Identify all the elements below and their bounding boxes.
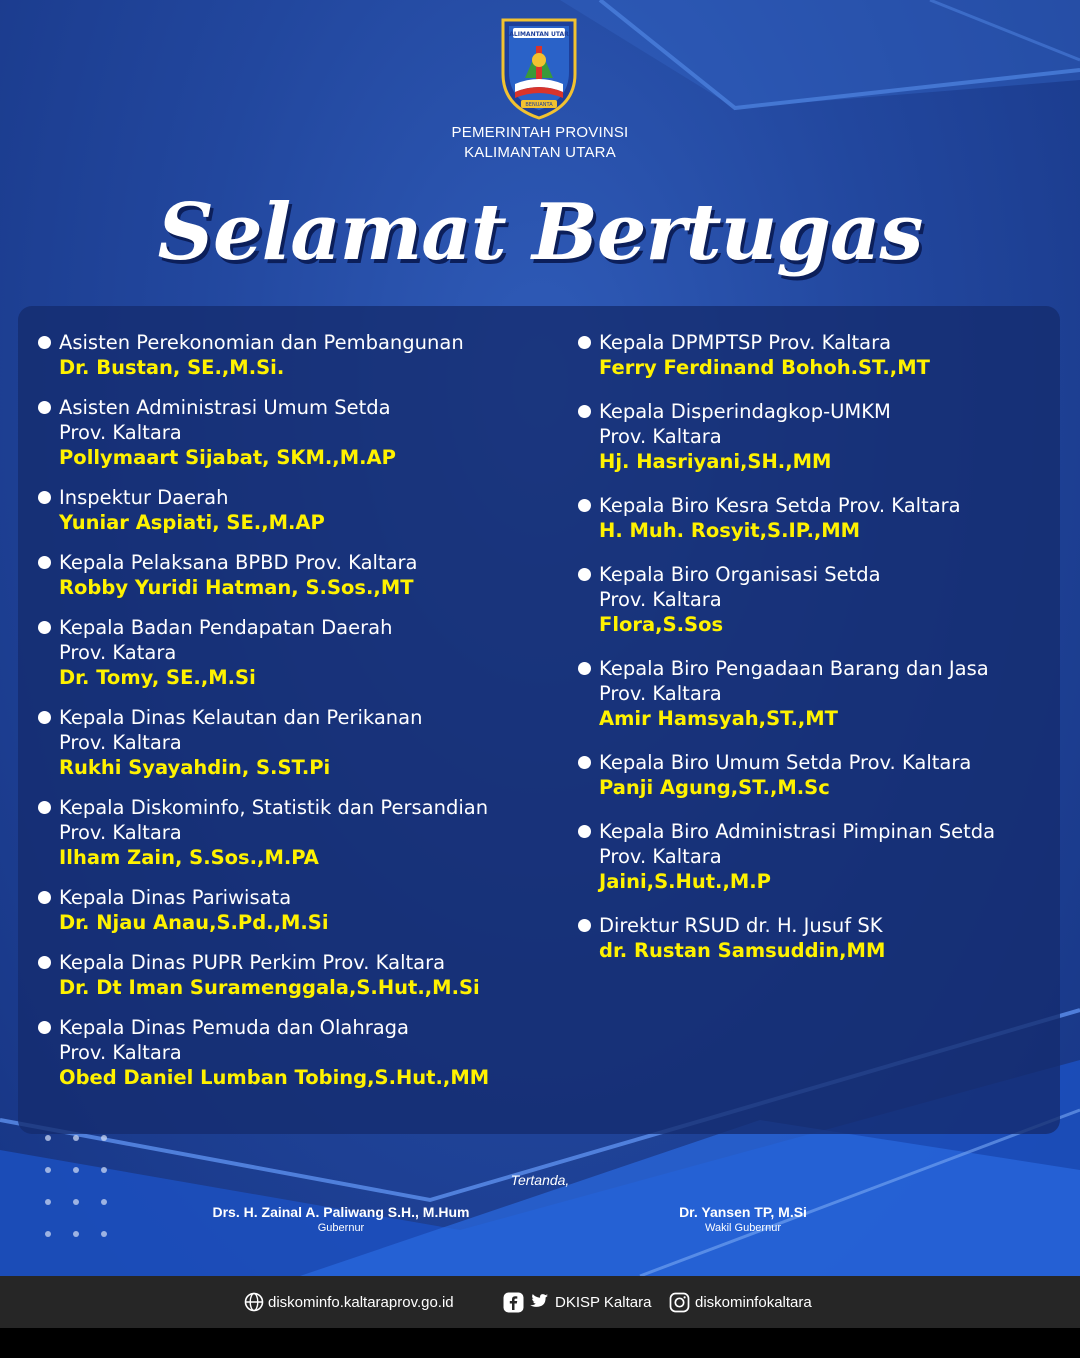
bullet-dot bbox=[38, 891, 51, 904]
appointment-entry bbox=[38, 395, 548, 471]
instagram-handle: diskominfokaltara bbox=[695, 1293, 812, 1311]
bullet-dot bbox=[38, 491, 51, 504]
position-title: Kepala Pelaksana BPBD Prov. Kaltara bbox=[59, 551, 418, 574]
bullet-dot bbox=[38, 556, 51, 569]
government-name-line2: KALIMANTAN UTARA bbox=[464, 144, 616, 161]
position-title: Prov. Kaltara bbox=[599, 425, 722, 448]
appointment-entry bbox=[38, 615, 548, 691]
facebook-icon bbox=[503, 1292, 524, 1313]
position-title: Kepala Biro Organisasi Setda bbox=[599, 563, 881, 586]
position-title: Kepala Dinas Kelautan dan Perikanan bbox=[59, 706, 423, 729]
position-title: Kepala Biro Administrasi Pimpinan Setda bbox=[599, 820, 996, 843]
position-title: Asisten Administrasi Umum Setda bbox=[59, 396, 391, 419]
position-title: Kepala DPMPTSP Prov. Kaltara bbox=[599, 331, 892, 354]
official-name: Dr. Bustan, SE.,M.Si. bbox=[59, 356, 285, 379]
governor-role: Gubernur bbox=[317, 1222, 365, 1234]
bullet-dot bbox=[38, 1021, 51, 1034]
bullet-dot bbox=[578, 405, 591, 418]
appointment-entry bbox=[38, 1015, 548, 1091]
appointment-entry bbox=[38, 550, 548, 601]
appointment-entry bbox=[578, 819, 1058, 895]
appointment-entry bbox=[38, 950, 548, 1001]
appointment-entry bbox=[38, 330, 548, 381]
footer-website[interactable] bbox=[244, 1290, 454, 1314]
official-name: Hj. Hasriyani,SH.,MM bbox=[599, 450, 832, 473]
vice-governor-role: Wakil Gubernur bbox=[704, 1222, 781, 1234]
official-name: Obed Daniel Lumban Tobing,S.Hut.,MM bbox=[59, 1066, 490, 1089]
footer-social[interactable] bbox=[503, 1290, 651, 1314]
appointment-entry bbox=[578, 330, 1058, 381]
position-title: Kepala Dinas Pemuda dan Olahraga bbox=[59, 1016, 410, 1039]
vice-governor-name: Dr. Yansen TP, M.Si bbox=[679, 1204, 807, 1220]
appointment-entry bbox=[38, 485, 548, 536]
bullet-dot bbox=[578, 336, 591, 349]
official-name: H. Muh. Rosyit,S.IP.,MM bbox=[599, 519, 861, 542]
official-name: Jaini,S.Hut.,M.P bbox=[599, 870, 771, 893]
official-name: dr. Rustan Samsuddin,MM bbox=[599, 939, 886, 962]
appointment-entry bbox=[578, 750, 1058, 801]
bullet-dot bbox=[38, 336, 51, 349]
bullet-dot bbox=[38, 956, 51, 969]
official-name: Flora,S.Sos bbox=[599, 613, 724, 636]
bullet-dot bbox=[38, 401, 51, 414]
position-title: Direktur RSUD dr. H. Jusuf SK bbox=[599, 914, 883, 937]
position-title: Prov. Kaltara bbox=[59, 821, 182, 844]
signature-label: Tertanda, bbox=[510, 1172, 570, 1188]
page-title: Selamat Bertugas bbox=[157, 187, 923, 278]
bullet-dot bbox=[38, 621, 51, 634]
twitter-icon bbox=[527, 1293, 549, 1312]
official-name: Robby Yuridi Hatman, S.Sos.,MT bbox=[59, 576, 414, 599]
bullet-dot bbox=[578, 568, 591, 581]
official-name: Dr. Dt Iman Suramenggala,S.Hut.,M.Si bbox=[59, 976, 480, 999]
bullet-dot bbox=[578, 662, 591, 675]
appointment-entry bbox=[578, 656, 1058, 732]
governor-name: Drs. H. Zainal A. Paliwang S.H., M.Hum bbox=[212, 1204, 470, 1220]
official-name: Pollymaart Sijabat, SKM.,M.AP bbox=[59, 446, 396, 469]
position-title: Kepala Dinas PUPR Perkim Prov. Kaltara bbox=[59, 951, 446, 974]
appointment-entry bbox=[38, 885, 548, 936]
official-name: Dr. Tomy, SE.,M.Si bbox=[59, 666, 256, 689]
bullet-dot bbox=[578, 499, 591, 512]
appointment-entry bbox=[578, 493, 1058, 544]
bullet-dot bbox=[38, 801, 51, 814]
bullet-dot bbox=[578, 919, 591, 932]
website-url: diskominfo.kaltaraprov.go.id bbox=[268, 1293, 454, 1311]
position-title: Prov. Kaltara bbox=[59, 421, 182, 444]
appointment-entry bbox=[578, 399, 1058, 475]
position-title: Prov. Kaltara bbox=[599, 682, 722, 705]
globe-icon bbox=[244, 1292, 264, 1312]
position-title: Prov. Kaltara bbox=[599, 588, 722, 611]
bullet-dot bbox=[578, 825, 591, 838]
instagram-icon bbox=[669, 1292, 690, 1313]
position-title: Prov. Kaltara bbox=[599, 845, 722, 868]
official-name: Rukhi Syayahdin, S.ST.Pi bbox=[59, 756, 331, 779]
position-title: Kepala Biro Pengadaan Barang dan Jasa bbox=[599, 657, 989, 680]
official-name: Yuniar Aspiati, SE.,M.AP bbox=[59, 511, 325, 534]
position-title: Prov. Katara bbox=[59, 641, 177, 664]
appointment-entry bbox=[38, 795, 548, 871]
position-title: Kepala Biro Umum Setda Prov. Kaltara bbox=[599, 751, 972, 774]
bullet-dot bbox=[38, 711, 51, 724]
position-title: Prov. Kaltara bbox=[59, 1041, 182, 1064]
position-title: Kepala Disperindagkop-UMKM bbox=[599, 400, 891, 423]
signer-vice-governor bbox=[583, 1203, 903, 1235]
official-name: Ilham Zain, S.Sos.,M.PA bbox=[59, 846, 319, 869]
svg-text:KALIMANTAN UTARA: KALIMANTAN UTARA bbox=[504, 31, 574, 38]
bullet-dot bbox=[578, 756, 591, 769]
province-emblem-logo bbox=[499, 16, 579, 120]
appointment-entry bbox=[38, 705, 548, 781]
position-title: Kepala Biro Kesra Setda Prov. Kaltara bbox=[599, 494, 961, 517]
position-title: Kepala Diskominfo, Statistik dan Persandian bbox=[59, 796, 489, 819]
appointments-left-column bbox=[38, 330, 548, 1091]
appointment-entry bbox=[578, 562, 1058, 638]
official-name: Amir Hamsyah,ST.,MT bbox=[599, 707, 838, 730]
position-title: Asisten Perekonomian dan Pembangunan bbox=[59, 331, 464, 354]
appointments-right-column bbox=[578, 330, 1058, 964]
official-name: Ferry Ferdinand Bohoh.ST.,MT bbox=[599, 356, 930, 379]
government-name-line1: PEMERINTAH PROVINSI bbox=[451, 124, 629, 141]
official-name: Dr. Njau Anau,S.Pd.,M.Si bbox=[59, 911, 329, 934]
position-title: Kepala Dinas Pariwisata bbox=[59, 886, 292, 909]
official-name: Panji Agung,ST.,M.Sc bbox=[599, 776, 830, 799]
appointment-entry bbox=[578, 913, 1058, 964]
position-title: Kepala Badan Pendapatan Daerah bbox=[59, 616, 393, 639]
footer-instagram[interactable] bbox=[669, 1290, 812, 1314]
svg-text:BENUANTA: BENUANTA bbox=[525, 102, 553, 108]
social-handle: DKISP Kaltara bbox=[555, 1293, 652, 1311]
signer-governor bbox=[181, 1203, 501, 1235]
position-title: Prov. Kaltara bbox=[59, 731, 182, 754]
position-title: Inspektur Daerah bbox=[59, 486, 229, 509]
